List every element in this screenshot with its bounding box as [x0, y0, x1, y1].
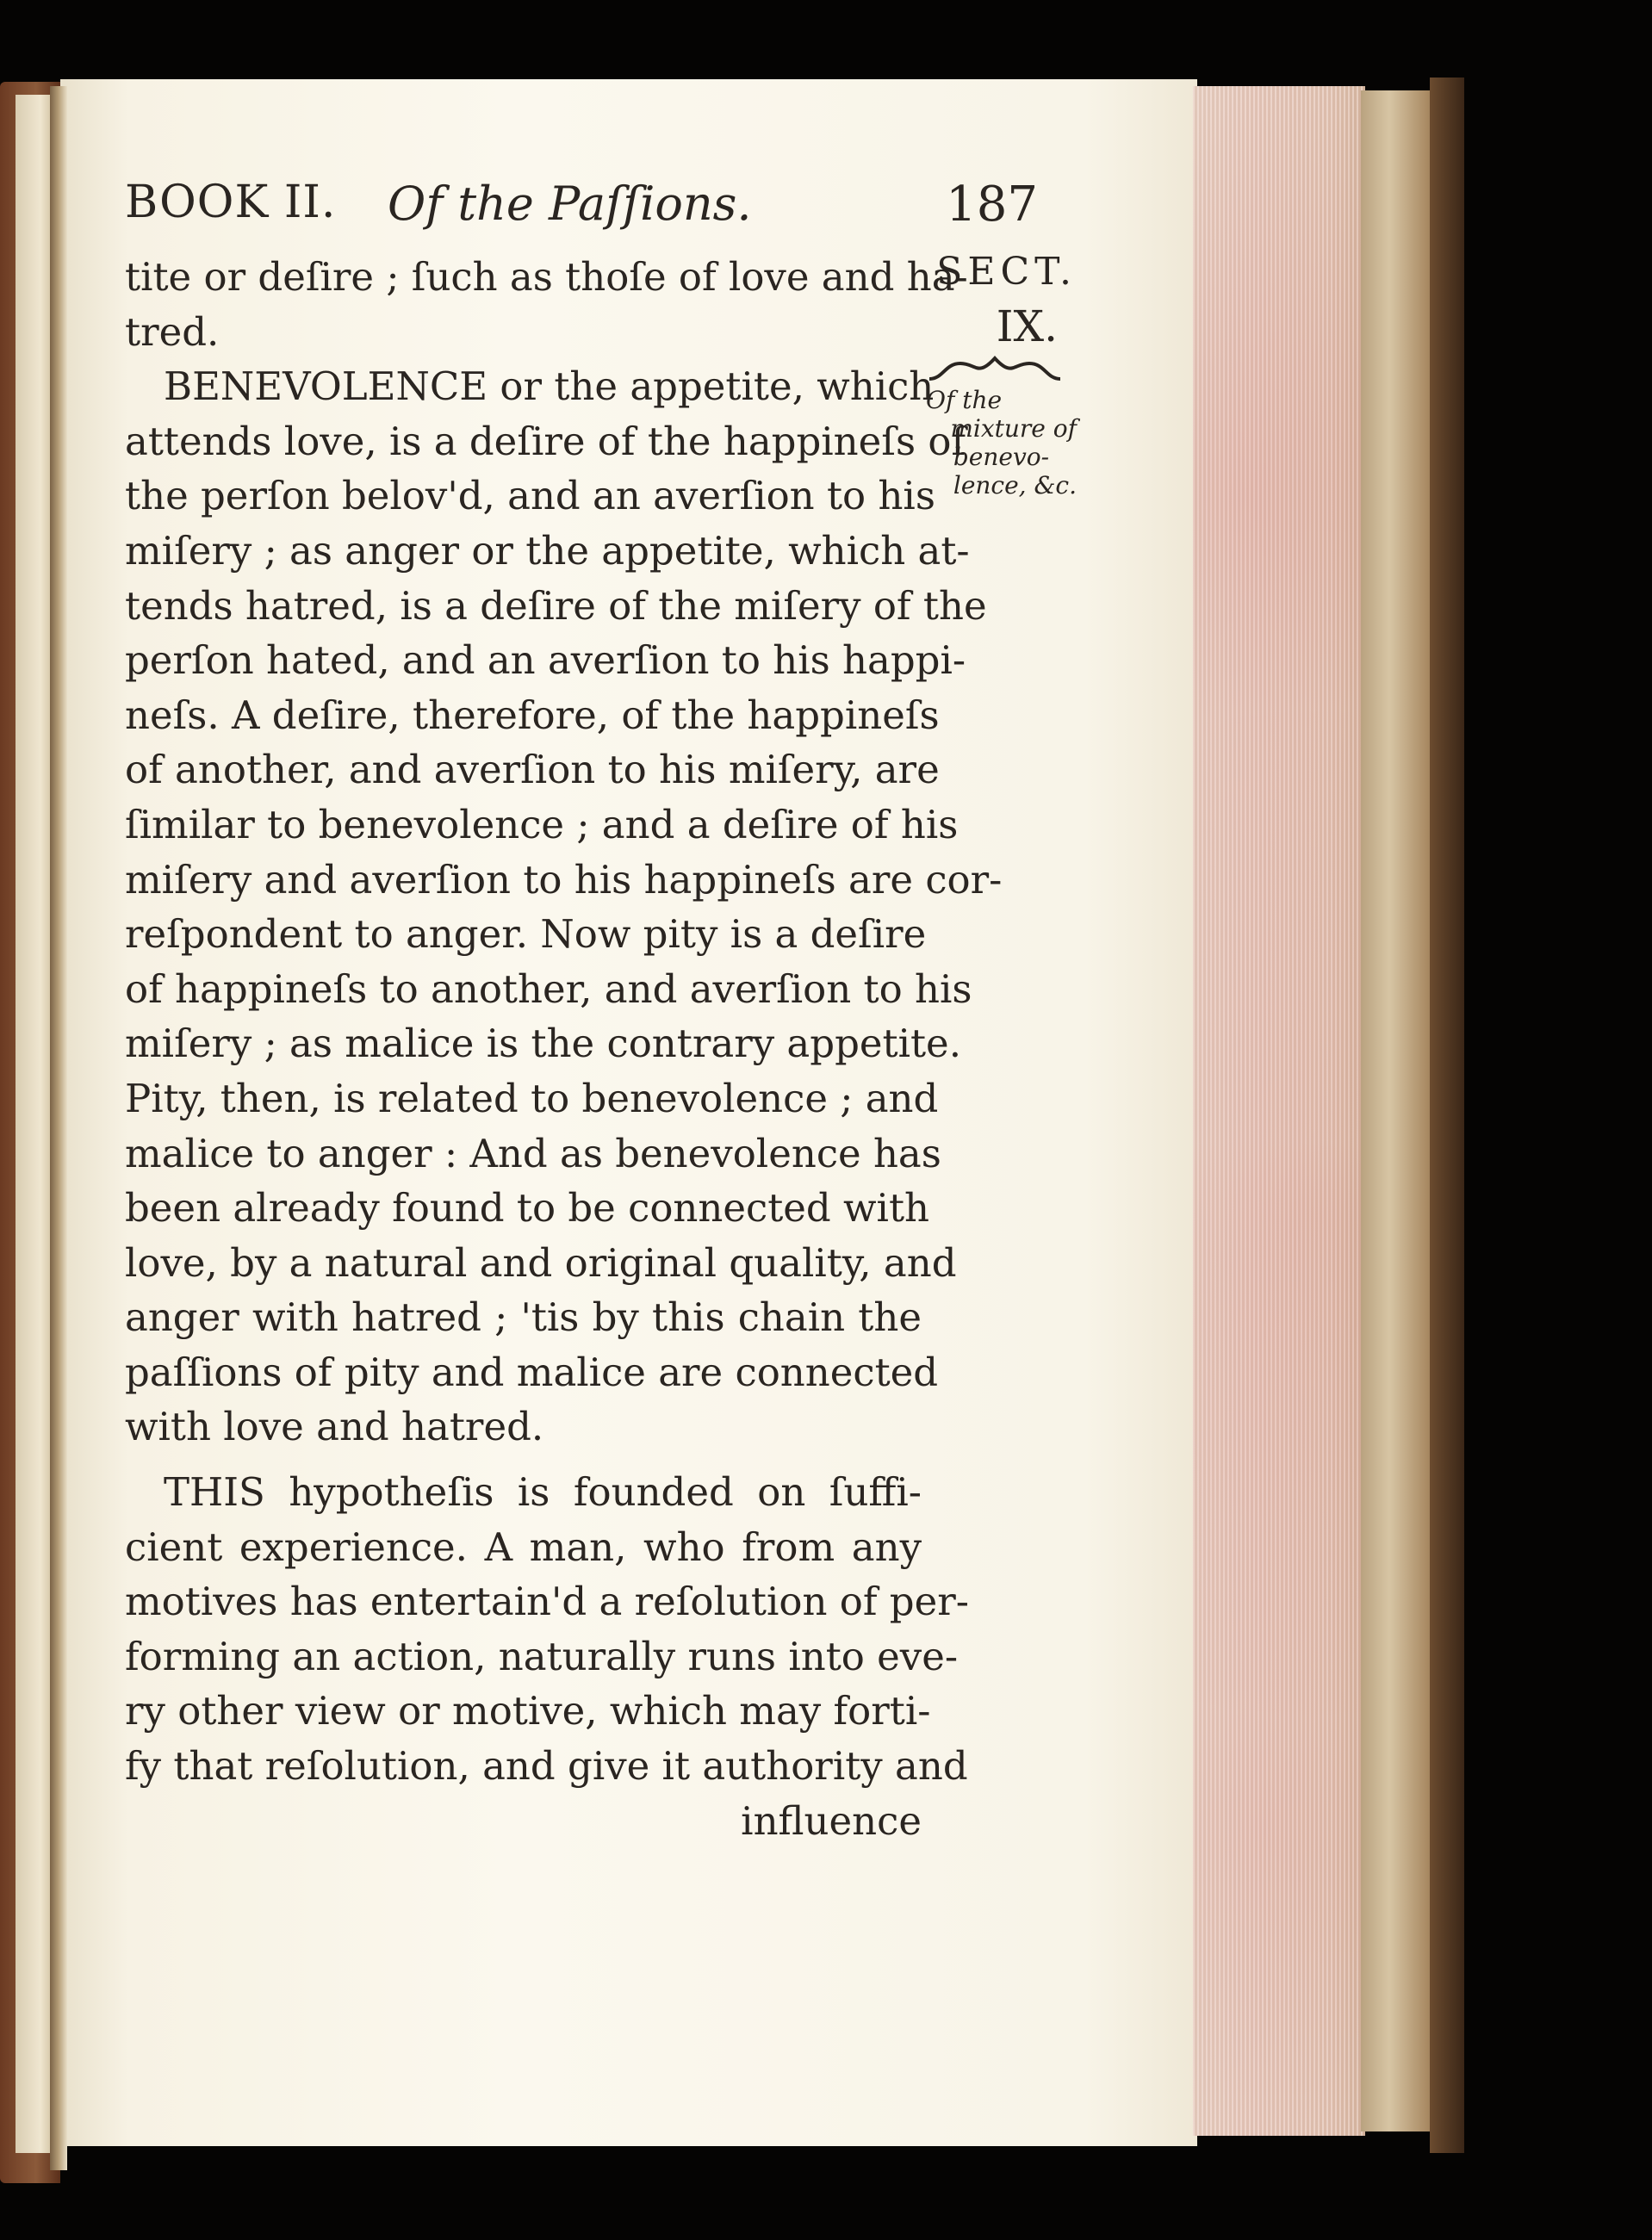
text-line: of another, and averſion to his miſery, are	[125, 747, 940, 793]
margin-note-line: mixture of	[950, 414, 1077, 443]
text-line: cient experience. A man, who from any	[125, 1523, 922, 1570]
text-line: been already found to be connected with	[125, 1185, 930, 1232]
paragraph-gap	[125, 1455, 922, 1465]
text-line: perſon hated, and an averſion to his happi-	[125, 637, 966, 684]
text-line: reſpondent to anger. Now pity is a deſire	[125, 911, 927, 958]
text-line: tite or deſire ; ſuch as thoſe of love and ha-	[125, 254, 968, 300]
text-line: with love and hatred.	[125, 1404, 544, 1450]
text-line: the perſon belov'd, and an averſion to his	[125, 473, 935, 519]
running-head-title: Of the Paſſions.	[388, 177, 752, 231]
catchword: influence	[741, 1797, 922, 1844]
text-line: malice to anger : And as benevolence has	[125, 1130, 941, 1176]
text-line: paſſions of pity and malice are connected	[125, 1349, 939, 1395]
text-line: BENEVOLENCE or the appetite, which	[164, 363, 935, 410]
text-line: tends hatred, is a deſire of the miſery of the	[125, 582, 987, 629]
right-cover	[1430, 78, 1464, 2153]
text-line: attends love, is a deſire of the happineſs of	[125, 418, 966, 464]
text-line: motives has entertain'd a reſolution of per-	[125, 1579, 969, 1625]
text-line: miſery ; as malice is the contrary appetite.	[125, 1021, 961, 1067]
text-line: Pity, then, is related to benevolence ; and	[125, 1075, 939, 1121]
section-number: IX.	[996, 301, 1058, 351]
running-head-book: BOOK II.	[125, 177, 337, 228]
text-line: of happineſs to another, and averſion to his	[125, 965, 972, 1012]
section-label: SECT.	[936, 250, 1077, 294]
margin-note-line: benevo-	[953, 443, 1050, 471]
text-line: tred.	[125, 308, 220, 355]
page-number: 187	[946, 177, 1038, 233]
curly-brace-icon	[926, 353, 1064, 386]
body-text	[125, 250, 1003, 1848]
margin-note-line: lence, &c.	[953, 471, 1077, 500]
fore-edge-red-sprinkled	[1193, 86, 1365, 2136]
text-line: forming an action, naturally runs into eve-	[125, 1633, 959, 1679]
text-line: neſs. A deſire, therefore, of the happineſs	[125, 692, 940, 738]
gutter-shadow	[50, 86, 67, 2170]
margin-note-line: Of the	[926, 386, 1003, 414]
text-line: anger with hatred ; 'tis by this chain the	[125, 1294, 922, 1341]
text-line: THIS hypotheſis is founded on ſuffi-	[164, 1469, 922, 1516]
text-line: fy that reſolution, and give it authority and	[125, 1743, 968, 1790]
running-header	[125, 177, 1038, 254]
marginal-note	[926, 250, 1077, 500]
text-line: miſery ; as anger or the appetite, which at-	[125, 527, 970, 574]
text-line: miſery and averſion to his happineſs are cor-	[125, 856, 1003, 903]
text-line: love, by a natural and original quality, and	[125, 1239, 957, 1286]
text-line: ſimilar to benevolence ; and a deſire of his	[125, 801, 959, 847]
text-line: ry other view or motive, which may forti-	[125, 1688, 931, 1734]
